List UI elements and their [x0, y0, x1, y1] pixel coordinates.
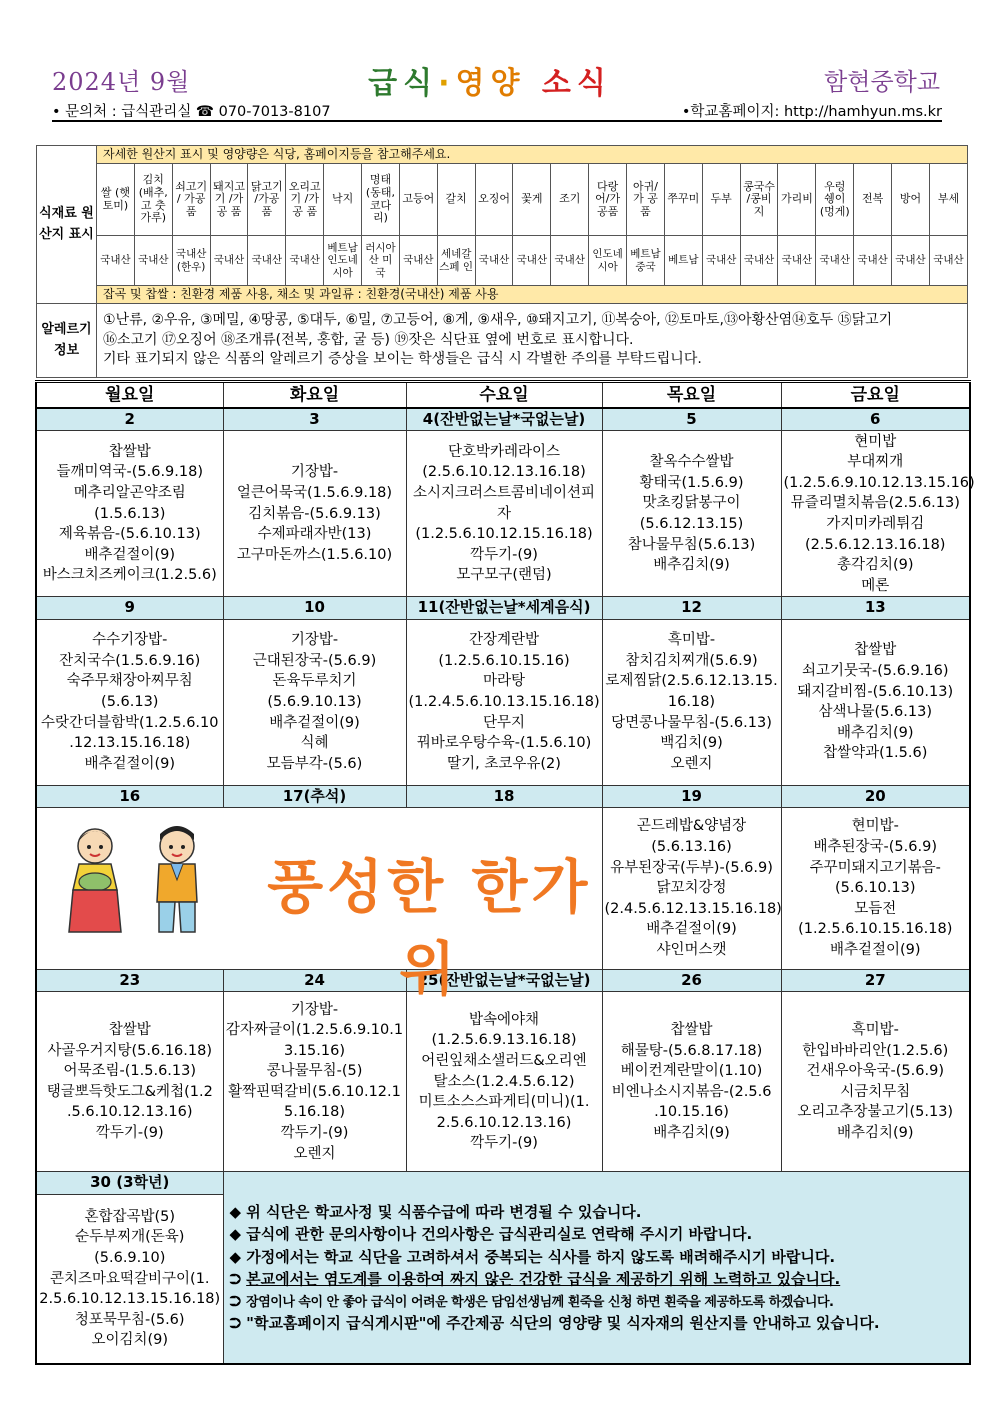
menu-item: 뮤즐리멸치볶음(2.5.6.13)	[790, 495, 960, 512]
menu-item: 콩나물무침-(5)	[266, 1063, 363, 1080]
origin-item-name: 가리비	[778, 164, 816, 236]
menu-item: 당면콩나물무침-(5.6.13)	[611, 714, 772, 731]
menu-item: .12.13.15.16.18)	[69, 735, 191, 752]
menu-cell	[36, 619, 223, 785]
menu-item: 황태국(1.5.6.9)	[639, 474, 744, 491]
menu-cell	[781, 431, 975, 597]
menu-item: 사골우거지탕(5.6.16.18)	[47, 1042, 213, 1059]
date-cell: 9	[36, 597, 223, 619]
weekday-header: 목요일	[602, 382, 781, 409]
date-cell: 5	[602, 408, 781, 431]
menu-cell	[36, 1194, 223, 1364]
origin-item-name: 전복	[854, 164, 892, 236]
origin-item-country: 베트남 인도네 시아	[324, 236, 362, 286]
origin-item-name: 낙지	[324, 164, 362, 236]
menu-item: 돈육두루치기	[272, 673, 357, 690]
menu-item: 혼합잡곡밥(5)	[84, 1208, 176, 1225]
homepage-link[interactable]: •학교홈페이지: http://hamhyun.ms.kr	[681, 104, 942, 120]
menu-item: 찹쌀밥	[108, 443, 151, 460]
menu-item: 깍두기-(9)	[95, 1124, 164, 1141]
menu-item: 해물탕-(5.6.8.17.18)	[620, 1042, 763, 1059]
menu-item: 수수기장밥-	[92, 632, 168, 649]
notice-text: "학교홈페이지 급식게시판"에 주간제공 식단의 영양량 및 식자재의 원산지를 안내하고 있습니다.	[246, 1314, 880, 1333]
origin-item-country: 국내산 (한우)	[172, 236, 210, 286]
menu-item: (5.6.12.13.15)	[639, 515, 744, 532]
origin-note: 자세한 원산지 표시 및 영양량은 식당, 홈페이지등을 참고해주세요.	[97, 146, 968, 164]
date-cell: 2	[36, 408, 223, 431]
menu-cell	[602, 992, 781, 1172]
menu-item: 삼색나물(5.6.13)	[818, 704, 932, 721]
origin-item-name: 닭고기 /가공 품	[248, 164, 286, 236]
origin-item-name: 아귀/가 공품	[627, 164, 665, 236]
weekday-header: 월요일	[36, 382, 223, 409]
origin-item-name: 콩국수 /콩비지	[740, 164, 778, 236]
menu-item: 돼지갈비찜-(5.6.10.13)	[797, 683, 954, 700]
holiday-greeting: 풍성한 한가위	[267, 853, 592, 1004]
menu-item: (1.2.5.6.10.15.16.18)	[798, 921, 953, 938]
allergy-line-3: 기타 표기되지 않은 식품의 알레르기 증상을 보이는 학생들은 급식 시 각별한 주의를 부탁드립니다.	[103, 351, 702, 368]
menu-item: 찹쌀약과(1.5.6)	[823, 745, 928, 762]
date-cell: 25(잔반없는날*국없는날)	[406, 970, 602, 992]
menu-item: 순두부찌개(돈육)	[75, 1229, 185, 1246]
menu-item: 배추김치(9)	[836, 1124, 914, 1141]
origin-item-country: 국내산	[513, 236, 551, 286]
menu-item: 오이김치(9)	[91, 1332, 169, 1349]
notice-line	[230, 1201, 970, 1223]
page-header	[0, 0, 992, 140]
origin-item-name: 쇠고기 / 가공품	[172, 164, 210, 236]
menu-cell	[223, 619, 406, 785]
menu-item: 들깨미역국-(5.6.9.18)	[56, 464, 204, 481]
menu-cell	[223, 431, 406, 597]
origin-item-country: 국내산	[778, 236, 816, 286]
menu-cell	[602, 431, 781, 597]
menu-item: 배추겉절이(9)	[269, 714, 360, 731]
menu-item: 시금치무침	[840, 1083, 911, 1100]
allergy-label: 알레르기 정보	[37, 304, 97, 378]
menu-item: (2.4.5.6.12.13.15.16.18)	[604, 900, 782, 917]
weekday-header: 화요일	[223, 382, 406, 409]
menu-item: 깍두기-(9)	[470, 546, 538, 563]
menu-item: 딸기, 초코우유(2)	[447, 755, 561, 772]
menu-item: 배추겉절이(9)	[84, 755, 176, 772]
menu-item: 미트소스스파게티(미니)(1.	[418, 1094, 590, 1111]
menu-item: (1.2.5.6.10.15.16)	[438, 652, 570, 669]
origin-item-country: 베트남 중국	[627, 236, 665, 286]
origin-item-name: 오징어	[475, 164, 513, 236]
date-cell: 20	[781, 785, 970, 807]
menu-item: 로제찜닭(2.5.6.12.13.15.	[605, 673, 778, 690]
origin-item-name: 부세	[929, 164, 967, 236]
menu-item: 콘치즈마요떡갈비구이(1.	[49, 1270, 210, 1287]
origin-item-name: 우렁 쉥이 (멍게)	[816, 164, 854, 236]
menu-item: (5.6.13)	[101, 693, 159, 710]
menu-item: 찰옥수수쌀밥	[649, 454, 734, 471]
allergy-info	[97, 304, 968, 378]
origin-item-name: 두부	[702, 164, 740, 236]
menu-item: 어린잎채소샐러드&오리엔	[421, 1052, 587, 1069]
menu-item: 배추된장국-(5.6.9)	[813, 839, 937, 856]
menu-item: (5.6.9.10)	[94, 1249, 166, 1266]
date-cell: 27	[781, 970, 970, 992]
menu-cell	[36, 992, 223, 1172]
menu-item: (5.6.10.13)	[835, 880, 916, 897]
menu-item: 기장밥-	[290, 464, 339, 481]
menu-item: 건새우아욱국-(5.6.9)	[806, 1063, 944, 1080]
date-cell: 10	[223, 597, 406, 619]
menu-item: 메론	[861, 577, 890, 594]
date-cell: 12	[602, 597, 781, 619]
notice-text: 장염이나 속이 안 좋아 급식이 어려운 학생은 담임선생님께 흰죽을 신청 하면 흰죽을 제공하도록 하겠습니다.	[246, 1294, 834, 1310]
menu-item: 찹쌀밥	[670, 1022, 713, 1039]
menu-item: 맛초킹닭봉구이	[642, 495, 741, 512]
contact-info: • 문의처 : 급식관리실 ☎ 070-7013-8107	[52, 104, 331, 120]
menu-cell	[781, 808, 970, 970]
menu-item: 탈소스(1.2.4.5.6.12)	[433, 1073, 575, 1090]
menu-item: 깍두기-(9)	[470, 1135, 538, 1152]
menu-item: 근대된장국-(5.6.9)	[252, 652, 377, 669]
origin-item-name: 쭈꾸미	[664, 164, 702, 236]
menu-item: 간장계란밥	[468, 632, 540, 649]
menu-item: 유부된장국(두부)-(5.6.9)	[610, 859, 773, 876]
menu-item: 모듬부각-(5.6)	[266, 755, 363, 772]
origin-item-country: 국내산	[97, 236, 135, 286]
origin-item-country: 국내산	[740, 236, 778, 286]
menu-item: 2.5.6.10.12.13.16)	[436, 1114, 572, 1131]
school-name: 함현중학교	[824, 68, 940, 96]
menu-item: 감자짜글이(1.2.5.6.9.10.1	[225, 1022, 404, 1039]
origin-item-name: 갈치	[437, 164, 475, 236]
contact-bar	[52, 100, 942, 122]
girl-illustration	[67, 820, 123, 938]
notice-line	[230, 1290, 970, 1312]
notice-line	[230, 1246, 970, 1268]
menu-item: 16.18)	[667, 693, 716, 710]
menu-item: 탱글뽀득핫도그&케첩(1.2	[46, 1083, 213, 1100]
menu-item: 모구모구(랜덤)	[456, 567, 552, 584]
menu-item: 마라탕	[482, 673, 526, 690]
menu-item: 닭꼬치강정	[656, 880, 727, 897]
origin-item-name: 조기	[551, 164, 589, 236]
menu-item: 기장밥-	[290, 1001, 339, 1018]
menu-item: (2.5.6.10.12.13.16.18)	[422, 464, 586, 481]
menu-cell	[781, 619, 970, 785]
title-part2: 영양	[455, 66, 526, 101]
origin-item-name: 다랑어/가 공품	[589, 164, 627, 236]
menu-item: 흑미밥-	[667, 632, 716, 649]
date-cell: 4(잔반없는날*국없는날)	[406, 408, 602, 431]
weekday-header: 금요일	[781, 382, 970, 409]
menu-cell	[406, 619, 602, 785]
page-title	[300, 58, 680, 102]
menu-item: 모듬전	[854, 900, 897, 917]
date-cell: 23	[36, 970, 223, 992]
menu-item: 밥속에야채	[468, 1011, 540, 1028]
menu-item: 제육볶음-(5.6.10.13)	[58, 526, 201, 543]
menu-item: 한입바바리안(1.2.5.6)	[802, 1042, 949, 1059]
origin-item-name: 방어	[892, 164, 930, 236]
weekday-header: 수요일	[406, 382, 602, 409]
menu-item: 어묵조림-(1.5.6.13)	[63, 1063, 197, 1080]
notice-text: ◆ 위 식단은 학교사정 및 식품수급에 따라 변경될 수 있습니다.	[229, 1203, 642, 1222]
menu-item: 오렌지	[670, 755, 713, 772]
menu-item: (5.6.13.16)	[651, 839, 732, 856]
menu-item: 꿔바로우탕수육-(1.5.6.10)	[416, 735, 592, 752]
date-cell: 3	[223, 408, 406, 431]
menu-cell	[406, 992, 602, 1172]
menu-item: 흑미밥-	[851, 1022, 899, 1039]
menu-item: .5.6.10.12.13.16)	[66, 1104, 193, 1121]
menu-item: 비엔나소시지볶음-(2.5.6	[611, 1083, 772, 1100]
menu-item: 3.15.16)	[283, 1042, 345, 1059]
menu-item: 오리고추장불고기(5.13)	[797, 1104, 954, 1121]
menu-item: 김치볶음-(5.6.9.13)	[248, 505, 381, 522]
title-part1: 급식	[368, 66, 439, 101]
notes-panel	[223, 1172, 970, 1364]
notice-line	[230, 1312, 970, 1334]
date-cell: 13	[781, 597, 970, 619]
origin-item-name: 김치 (배추,고 춧가루)	[134, 164, 172, 236]
date-cell: 24	[223, 970, 406, 992]
menu-item: 수제파래자반(13)	[257, 526, 372, 543]
arrow-icon: ⮊	[229, 1314, 241, 1333]
origin-item-country: 국내산	[210, 236, 248, 286]
menu-item: 숙주무채장아찌무침	[66, 673, 193, 690]
menu-item: 참나물무침(5.6.13)	[627, 536, 756, 553]
menu-item: 현미밥	[854, 433, 897, 450]
menu-item: 배추겉절이(9)	[84, 546, 176, 563]
menu-item: 주꾸미돼지고기볶음-	[809, 859, 941, 876]
menu-item: 현미밥-	[851, 818, 899, 835]
menu-item: 청포묵무침-(5.6)	[74, 1311, 185, 1328]
origin-item-name: 쌀 (햇토미)	[97, 164, 135, 236]
origin-item-name: 명태 (동태, 코다리)	[362, 164, 400, 236]
menu-item: 얼큰어묵국(1.5.6.9.18)	[236, 485, 393, 502]
origin-item-country: 국내산	[816, 236, 854, 286]
allergy-line-2: ⑯소고기 ⑰오징어 ⑱조개류(전복, 홍합, 굴 등) ⑲잣은 식단표 옆에 번호로 표시합니다.	[103, 331, 634, 348]
date-cell: 17(추석)	[223, 785, 406, 807]
menu-cell	[223, 992, 406, 1172]
notice-line	[230, 1268, 970, 1290]
arrow-icon: ⮊	[229, 1269, 241, 1288]
origin-item-country: 국내산	[892, 236, 930, 286]
menu-item: 2.5.6.10.12.13.15.16.18)	[39, 1291, 221, 1308]
year-month: 2024년 9월	[52, 68, 191, 96]
menu-item: 5.16.18)	[283, 1104, 345, 1121]
menu-item: 자(1.2.5.6.10.12.15.16.18)	[415, 505, 593, 543]
menu-cell	[602, 808, 781, 970]
menu-item: 소시지크러스트콤비네이션피	[412, 485, 596, 502]
menu-item: 잔치국수(1.5.6.9.16)	[59, 652, 201, 669]
origin-item-name: 오리고기 /가공 품	[286, 164, 324, 236]
origin-item-country: 국내산	[286, 236, 324, 286]
grain-note: 잡곡 및 찹쌀 : 친환경 제품 사용, 채소 및 과일류 : 친환경(국내산) 제품 사용	[97, 286, 968, 304]
origin-item-country: 국내산	[248, 236, 286, 286]
menu-item: 배추김치(9)	[836, 724, 914, 741]
menu-cell	[36, 431, 223, 597]
date-cell: 6	[781, 408, 970, 431]
menu-item: (1.2.5.6.9.13.16.18)	[431, 1032, 577, 1049]
menu-item: 깍두기-(9)	[280, 1124, 349, 1141]
origin-item-name: 고등어	[399, 164, 437, 236]
origin-item-country: 국내산	[702, 236, 740, 286]
origin-item-country: 국내산	[551, 236, 589, 286]
menu-item: 배추겉절이(9)	[829, 941, 921, 958]
menu-item: 가지미카레튀김	[826, 515, 925, 532]
origin-label: 식재료 원산지 표시	[37, 146, 97, 304]
origin-item-name: 꽃게	[513, 164, 551, 236]
menu-item: 메추리알곤약조림(1.5.6.13)	[73, 485, 186, 522]
menu-item: 샤인머스캣	[656, 941, 727, 958]
menu-item: 찹쌀밥	[108, 1022, 151, 1039]
origin-item-country: 국내산	[399, 236, 437, 286]
menu-item: (1.2.5.6.9.10.12.13.15.16)	[783, 474, 975, 491]
notice-text: ◆ 급식에 관한 문의사항이나 건의사항은 급식관리실로 연락해 주시기 바랍니다.	[229, 1225, 753, 1244]
menu-item: 오렌지	[293, 1145, 336, 1162]
menu-item: 찹쌀밥	[854, 642, 897, 659]
menu-table	[35, 380, 975, 1365]
allergy-line-1: ①난류, ②우유, ③메밀, ④땅콩, ⑤대두, ⑥밀, ⑦고등어, ⑧게, ⑨새우, ⑩돼지고기, ⑪복숭아, ⑫토마토,⑬아황산염⑭호두 ⑮닭고기	[103, 312, 893, 329]
menu-item: 참치김치찌개(5.6.9)	[625, 652, 758, 669]
date-cell: 18	[406, 785, 602, 807]
title-dot: ·	[438, 66, 456, 101]
menu-item: 수랏간더블함박(1.2.5.6.10	[41, 714, 219, 731]
menu-item: 곤드레밥&양념장	[636, 818, 747, 835]
origin-item-country: 국내산	[475, 236, 513, 286]
menu-item: 고구마돈까스(1.5.6.10)	[236, 546, 393, 563]
boy-illustration	[149, 820, 205, 938]
menu-cell	[406, 431, 602, 597]
origin-item-country: 인도네 시아	[589, 236, 627, 286]
origin-item-country: 러시아 산 미 국	[362, 236, 400, 286]
date-cell: 30 (3학년)	[36, 1172, 223, 1194]
notice-text: 본교에서는 염도계를 이용하여 짜지 않은 건강한 급식을 제공하기 위해 노력하고 있습니다.	[246, 1269, 841, 1288]
menu-item: 단호박카레라이스	[447, 443, 561, 460]
menu-item: 백김치(9)	[660, 735, 723, 752]
menu-item: 베이컨계란말이(1.10)	[620, 1063, 763, 1080]
date-cell: 16	[36, 785, 223, 807]
menu-item: (5.6.9.10.13)	[267, 693, 362, 710]
menu-cell	[602, 619, 781, 785]
menu-item: 바스크치즈케이크(1.2.5.6)	[42, 567, 217, 584]
menu-item: (2.5.6.12.13.16.18)	[805, 536, 946, 553]
date-cell: 19	[602, 785, 781, 807]
menu-item: 쇠고기뭇국-(5.6.9.16)	[801, 663, 949, 680]
menu-item: 배추겉절이(9)	[646, 921, 737, 938]
origin-item-country: 국내산	[134, 236, 172, 286]
title-part3: 소식	[541, 66, 612, 101]
origin-item-country: 국내산	[854, 236, 892, 286]
notice-line	[230, 1223, 970, 1245]
origin-item-country: 국내산	[929, 236, 967, 286]
menu-item: 배추김치(9)	[653, 1124, 730, 1141]
menu-item: 총각김치(9)	[836, 557, 914, 574]
origin-item-name: 돼지고기 /가공 품	[210, 164, 248, 236]
menu-item: 식혜	[300, 735, 329, 752]
menu-item: (1.2.4.5.6.10.13.15.16.18)	[408, 693, 600, 710]
date-cell: 26	[602, 970, 781, 992]
menu-item: .10.15.16)	[654, 1104, 729, 1121]
date-cell: 11(잔반없는날*세계음식)	[406, 597, 602, 619]
origin-item-country: 세네갈 스페 인	[437, 236, 475, 286]
menu-item: 활짝핀떡갈비(5.6.10.12.1	[228, 1083, 401, 1100]
menu-item: 부대찌개	[847, 454, 904, 471]
notice-text: ◆ 가정에서는 학교 식단을 고려하셔서 중복되는 식사를 하지 않도록 배려해주시기 바랍니다.	[229, 1247, 836, 1266]
origin-table	[36, 145, 968, 378]
menu-cell	[781, 992, 970, 1172]
origin-item-country: 베트남	[664, 236, 702, 286]
menu-item: 기장밥-	[290, 632, 339, 649]
arrow-icon: ⮊	[229, 1291, 241, 1310]
menu-item: 배추김치(9)	[653, 557, 730, 574]
menu-item: 단무지	[482, 714, 526, 731]
